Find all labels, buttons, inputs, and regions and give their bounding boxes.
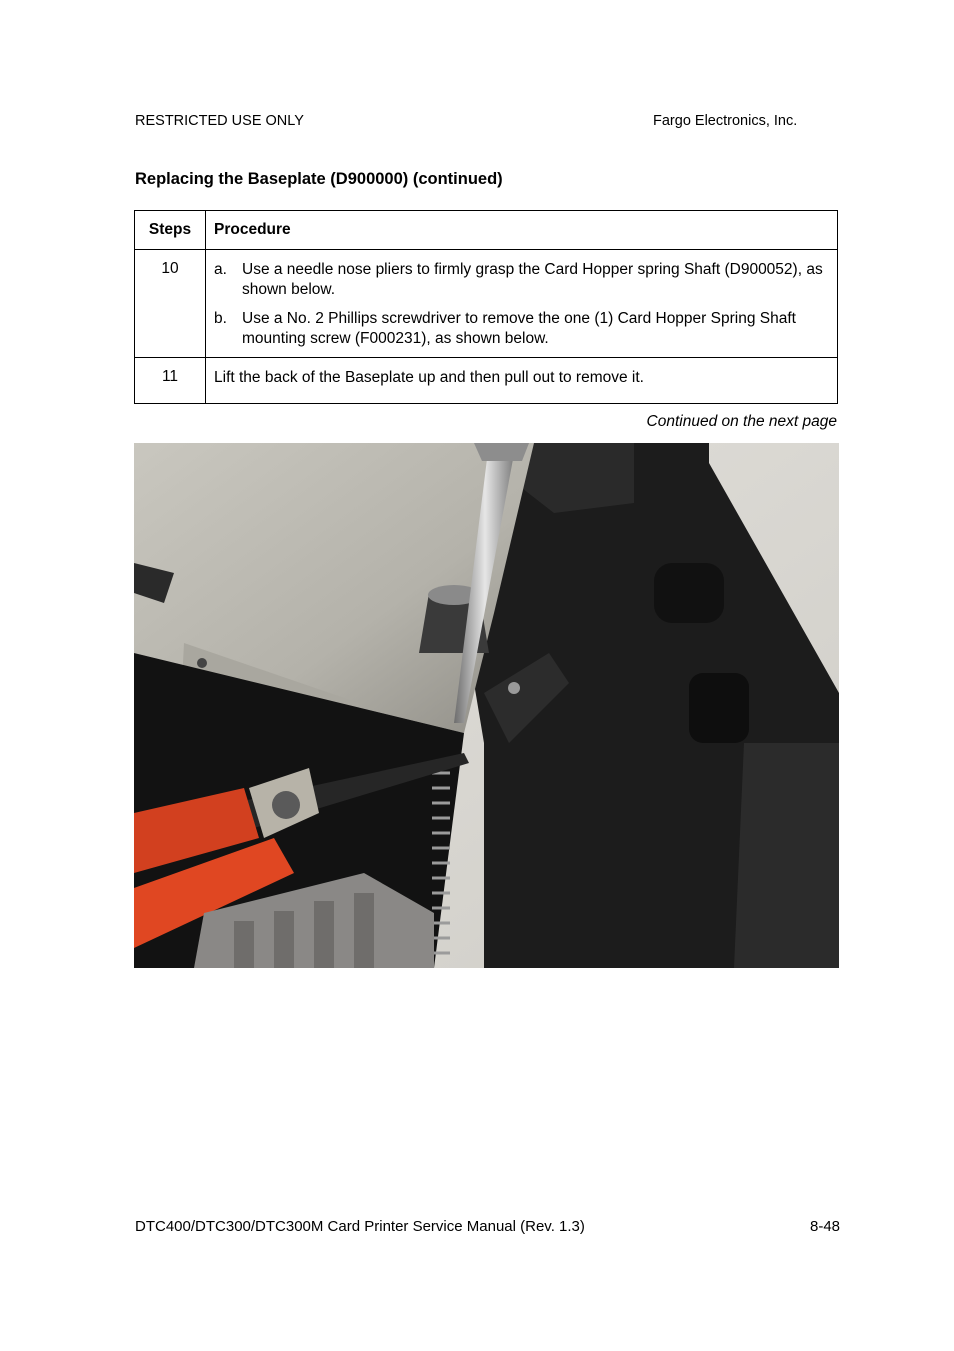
footer-left: DTC400/DTC300/DTC300M Card Printer Service Manual (Rev. 1.3) bbox=[135, 1218, 585, 1235]
header-left: RESTRICTED USE ONLY bbox=[135, 113, 304, 129]
subitem-marker: a. bbox=[214, 261, 227, 278]
procedure-cell: Lift the back of the Baseplate up and then pull out to remove it. bbox=[206, 358, 838, 404]
step-number: 10 bbox=[135, 250, 206, 358]
table-row bbox=[135, 358, 838, 404]
procedure-table bbox=[134, 210, 838, 404]
table-header-row bbox=[135, 211, 838, 250]
photo-illustration bbox=[134, 443, 839, 968]
procedure-cell bbox=[206, 250, 838, 358]
subitem-text: Use a No. 2 Phillips screwdriver to remove the one (1) Card Hopper Spring Shaft mounting screw (F000231), as shown below. bbox=[242, 310, 796, 347]
step-number: 11 bbox=[135, 358, 206, 404]
procedure-subitem bbox=[214, 309, 829, 349]
header-right: Fargo Electronics, Inc. bbox=[653, 113, 798, 129]
continued-note: Continued on the next page bbox=[646, 413, 837, 430]
page-number: 8-48 bbox=[810, 1218, 841, 1235]
baseplate-removal-photo bbox=[134, 443, 839, 968]
subitem-marker: b. bbox=[214, 310, 227, 327]
subitem-text: Use a needle nose pliers to firmly grasp the Card Hopper spring Shaft (D900052), as shown below. bbox=[242, 261, 823, 298]
col-header-procedure: Procedure bbox=[206, 211, 838, 250]
procedure-subitem bbox=[214, 260, 829, 300]
table-row bbox=[135, 250, 838, 358]
section-title: Replacing the Baseplate (D900000) (continued) bbox=[135, 170, 503, 188]
col-header-steps: Steps bbox=[135, 211, 206, 250]
